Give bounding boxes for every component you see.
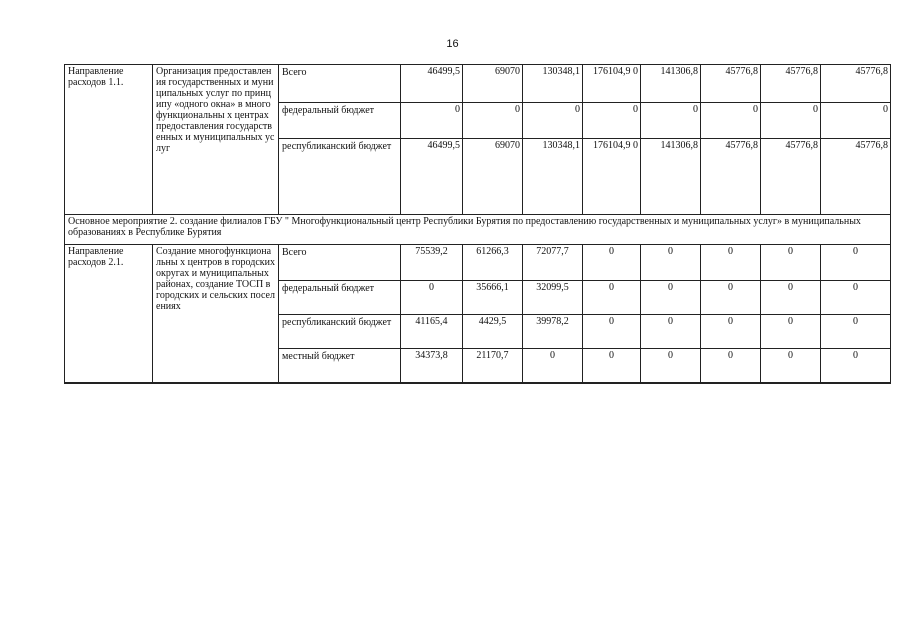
table-cell: 141306,8 [641,139,701,215]
table-cell: 130348,1 [523,139,583,215]
funding-source: Всего [279,65,401,103]
expense-direction-label: Направление расходов 2.1. [65,245,153,383]
table-cell: 0 [641,281,701,315]
table-cell: 0 [821,349,891,383]
funding-source: республиканский бюджет [279,139,401,215]
table-cell: 176104,9 0 [583,139,641,215]
table-cell: 45776,8 [821,139,891,215]
table-cell: 0 [641,315,701,349]
expense-direction-label: Направление расходов 1.1. [65,65,153,215]
funding-source: местный бюджет [279,349,401,383]
table-cell: 0 [641,349,701,383]
table-cell: 0 [701,281,761,315]
table-cell: 45776,8 [821,65,891,103]
table-cell: 0 [761,349,821,383]
funding-source: республиканский бюджет [279,315,401,349]
table-cell: 75539,2 [401,245,463,281]
table-cell: 130348,1 [523,65,583,103]
table-cell: 0 [821,245,891,281]
table-cell: 32099,5 [523,281,583,315]
table-cell: 0 [701,349,761,383]
expense-direction-description: Организация предоставления государственных и муниципальных услуг по принципу «одного окна» в многофункциональны х центрах предоставления государственных и муниципальных услуг [153,65,279,215]
table-cell: 0 [583,315,641,349]
table-row [65,215,891,245]
table-cell: 0 [463,103,523,139]
table-cell: 0 [641,245,701,281]
table-cell: 0 [761,103,821,139]
table-cell: 141306,8 [641,65,701,103]
table-cell: 176104,9 0 [583,65,641,103]
table-cell: 46499,5 [401,139,463,215]
table-cell: 69070 [463,139,523,215]
table-cell: 0 [701,103,761,139]
funding-source: федеральный бюджет [279,281,401,315]
table-cell: 0 [761,281,821,315]
table-cell: 39978,2 [523,315,583,349]
table-cell: 0 [821,281,891,315]
table-cell: 45776,8 [761,65,821,103]
table-cell: 0 [641,103,701,139]
table-cell: 41165,4 [401,315,463,349]
table-cell: 0 [401,103,463,139]
table-cell: 61266,3 [463,245,523,281]
table-cell: 0 [523,349,583,383]
budget-table [64,64,891,384]
table-cell: 35666,1 [463,281,523,315]
table-cell: 0 [583,103,641,139]
table-cell: 69070 [463,65,523,103]
funding-source: Всего [279,245,401,281]
main-activity-heading: Основное мероприятие 2. создание филиалов ГБУ " Многофункциональный центр Республики Бурятия по предоставлению государственных и муниципальных услуг» в муниципальных образованиях в Республике Бурятия [65,215,891,245]
funding-source: федеральный бюджет [279,103,401,139]
table-cell: 4429,5 [463,315,523,349]
table-cell: 72077,7 [523,245,583,281]
expense-direction-description: Создание многофункциональны х центров в городских округах и муниципальных районах, создание ТОСП в городских и сельских поселениях [153,245,279,383]
table-cell: 0 [701,315,761,349]
table-cell: 34373,8 [401,349,463,383]
table-cell: 45776,8 [701,65,761,103]
table-cell: 0 [583,281,641,315]
table-cell: 45776,8 [761,139,821,215]
table-cell: 0 [821,103,891,139]
page-number: 16 [446,38,459,50]
table-cell: 0 [523,103,583,139]
table-cell: 46499,5 [401,65,463,103]
table-row [65,245,891,281]
table-cell: 21170,7 [463,349,523,383]
table-cell: 0 [701,245,761,281]
table-cell: 0 [401,281,463,315]
table-cell: 0 [821,315,891,349]
table-cell: 0 [583,349,641,383]
table-cell: 45776,8 [701,139,761,215]
table-cell: 0 [583,245,641,281]
table-cell: 0 [761,315,821,349]
table-cell: 0 [761,245,821,281]
table-row [65,65,891,103]
